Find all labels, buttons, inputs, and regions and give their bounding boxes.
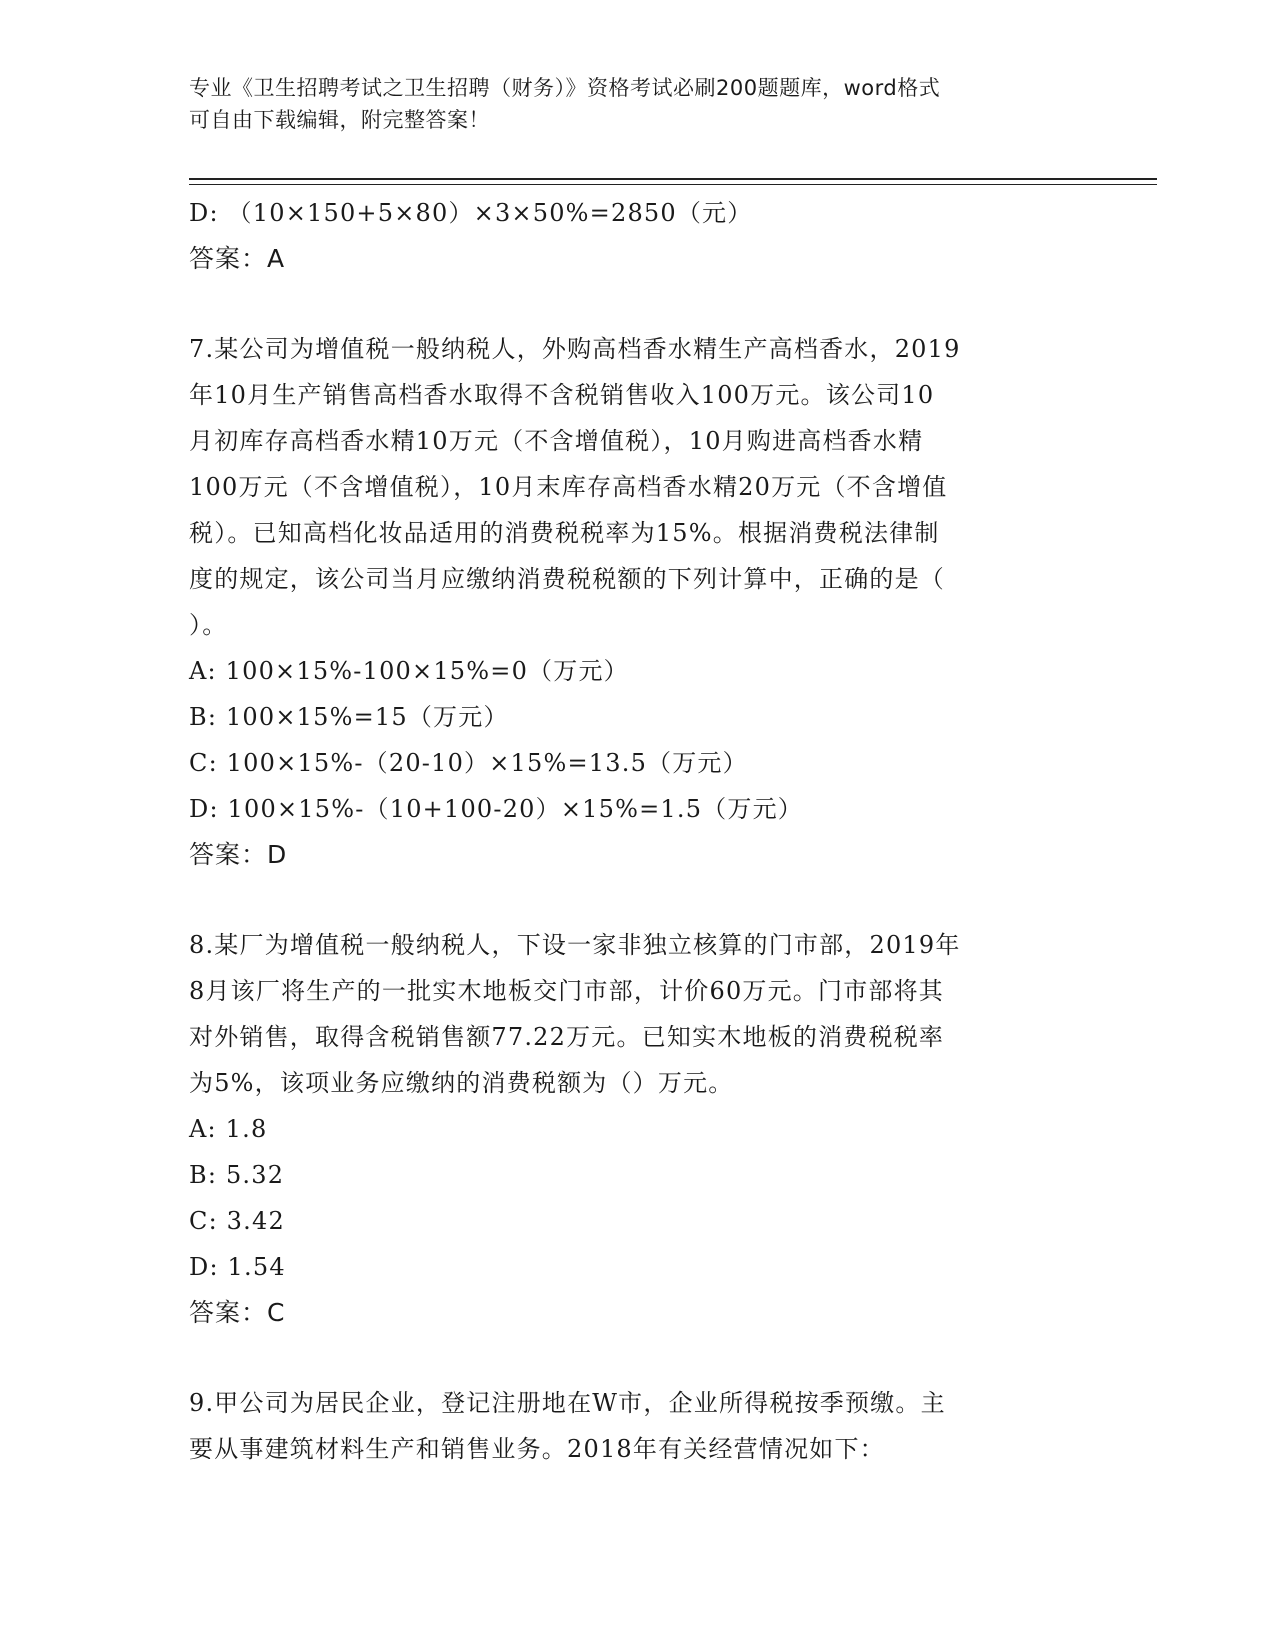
question-text-line: 9.甲公司为居民企业，登记注册地在W市，企业所得税按季预缴。主 bbox=[189, 1389, 946, 1417]
header-divider-thin bbox=[189, 184, 1157, 185]
question-text-line: 度的规定，该公司当月应缴纳消费税税额的下列计算中，正确的是（ bbox=[189, 565, 945, 593]
question-9 bbox=[189, 1380, 1089, 1472]
question-text-line: 8.某厂为增值税一般纳税人，下设一家非独立核算的门市部，2019年 bbox=[189, 931, 961, 959]
answer-label: 答案：A bbox=[189, 244, 286, 273]
option-c: C: 3.42 bbox=[189, 1207, 285, 1235]
question-text-line: 对外销售，取得含税销售额77.22万元。已知实木地板的消费税税率 bbox=[189, 1023, 945, 1051]
question-7 bbox=[189, 326, 1089, 878]
question-text-line: 月初库存高档香水精10万元（不含增值税），10月购进高档香水精 bbox=[189, 427, 924, 455]
option-a: A: 1.8 bbox=[189, 1115, 268, 1143]
answer-label: 答案：D bbox=[189, 840, 288, 869]
question-8 bbox=[189, 922, 1089, 1336]
option-d: D: （10×150+5×80）×3×50%=2850（元） bbox=[189, 199, 753, 227]
question-text-line: 100万元（不含增值税），10月末库存高档香水精20万元（不含增值 bbox=[189, 473, 948, 501]
header-divider-thick bbox=[189, 178, 1157, 180]
question-text-line: ）。 bbox=[189, 611, 228, 639]
question-text-line: 8月该厂将生产的一批实木地板交门市部，计价60万元。门市部将其 bbox=[189, 977, 945, 1005]
option-b: B: 5.32 bbox=[189, 1161, 285, 1189]
question-text-line: 为5%，该项业务应缴纳的消费税额为（）万元。 bbox=[189, 1069, 734, 1097]
previous-question-tail bbox=[189, 190, 1089, 282]
page-header bbox=[189, 72, 1069, 136]
option-d: D: 100×15%-（10+100-20）×15%=1.5（万元） bbox=[189, 795, 803, 823]
option-d: D: 1.54 bbox=[189, 1253, 286, 1281]
question-text-line: 税）。已知高档化妆品适用的消费税税率为15%。根据消费税法律制 bbox=[189, 519, 940, 547]
header-line-1: 专业《卫生招聘考试之卫生招聘（财务）》资格考试必刷200题题库，word格式 bbox=[189, 76, 941, 100]
option-b: B: 100×15%=15（万元） bbox=[189, 703, 509, 731]
question-text-line: 7.某公司为增值税一般纳税人，外购高档香水精生产高档香水，2019 bbox=[189, 335, 961, 363]
header-line-2: 可自由下载编辑，附完整答案！ bbox=[189, 108, 490, 132]
document-body bbox=[189, 190, 1089, 1472]
option-a: A: 100×15%-100×15%=0（万元） bbox=[189, 657, 629, 685]
question-text-line: 要从事建筑材料生产和销售业务。2018年有关经营情况如下： bbox=[189, 1435, 885, 1463]
question-text-line: 年10月生产销售高档香水取得不含税销售收入100万元。该公司10 bbox=[189, 381, 935, 409]
answer-label: 答案：C bbox=[189, 1298, 286, 1327]
option-c: C: 100×15%-（20-10）×15%=13.5（万元） bbox=[189, 749, 748, 777]
